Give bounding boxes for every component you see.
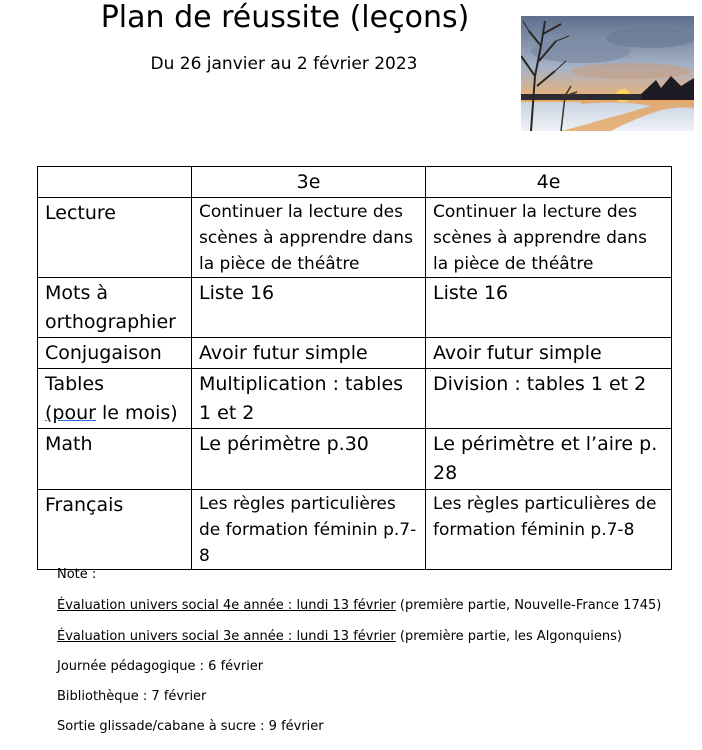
note-journee-pedagogique: Journée pédagogique : 6 février — [57, 659, 264, 674]
header-cell-3e: 3e — [192, 167, 426, 198]
winter-sunset-photo — [521, 16, 694, 131]
row-label: Français — [38, 490, 192, 570]
row-label: Lecture — [38, 198, 192, 278]
notes-section — [57, 565, 677, 734]
cell-4e: Continuer la lecture des scènes à apprendre dans la pièce de théâtre — [426, 198, 672, 278]
cell-4e: Le périmètre et l’aire p. 28 — [426, 429, 672, 490]
table-row — [38, 278, 672, 338]
header-cell-4e: 4e — [426, 167, 672, 198]
cell-4e: Avoir futur simple — [426, 338, 672, 369]
note-eval-3e-detail: (première partie, les Algonquiens) — [395, 629, 622, 644]
row-label: Math — [38, 429, 192, 490]
date-range: Du 26 janvier au 2 février 2023 — [150, 54, 418, 74]
table-row — [38, 198, 672, 278]
note-eval-3e — [57, 627, 622, 647]
table-row — [38, 429, 672, 490]
row-label: Mots à orthographier — [38, 278, 192, 338]
cell-3e: Le périmètre p.30 — [192, 429, 426, 490]
header-cell-empty — [38, 167, 192, 198]
table-header-row — [38, 167, 672, 198]
row-label — [38, 369, 192, 429]
row-label: Conjugaison — [38, 338, 192, 369]
note-eval-4e — [57, 596, 661, 616]
cell-4e: Liste 16 — [426, 278, 672, 338]
note-eval-3e-underlined: Évaluation univers social 3e année : lundi 13 février — [57, 629, 396, 644]
cell-3e: Liste 16 — [192, 278, 426, 338]
cell-3e: Les règles particulières de formation féminin p.7-8 — [192, 490, 426, 570]
lessons-table — [37, 166, 672, 570]
cell-4e: Division : tables 1 et 2 — [426, 369, 672, 429]
row-label-underlined: (pour — [45, 402, 96, 424]
notes-heading: Note : — [57, 567, 97, 582]
note-sortie: Sortie glissade/cabane à sucre : 9 février — [57, 719, 324, 734]
cell-3e: Continuer la lecture des scènes à apprendre dans la pièce de théâtre — [192, 198, 426, 278]
note-bibliotheque: Bibliothèque : 7 février — [57, 689, 207, 704]
page-title: Plan de réussite (leçons) — [100, 0, 470, 35]
note-eval-4e-detail: (première partie, Nouvelle-France 1745) — [395, 598, 662, 613]
table-row — [38, 369, 672, 429]
table-row — [38, 490, 672, 570]
note-eval-4e-underlined: Évaluation univers social 4e année : lundi 13 février — [57, 598, 396, 613]
table-row — [38, 338, 672, 369]
row-label-rest: le mois) — [95, 402, 178, 424]
row-label-line1: Tables — [45, 373, 105, 395]
cell-3e: Multiplication : tables 1 et 2 — [192, 369, 426, 429]
cell-3e: Avoir futur simple — [192, 338, 426, 369]
cell-4e: Les règles particulières de formation féminin p.7-8 — [426, 490, 672, 570]
